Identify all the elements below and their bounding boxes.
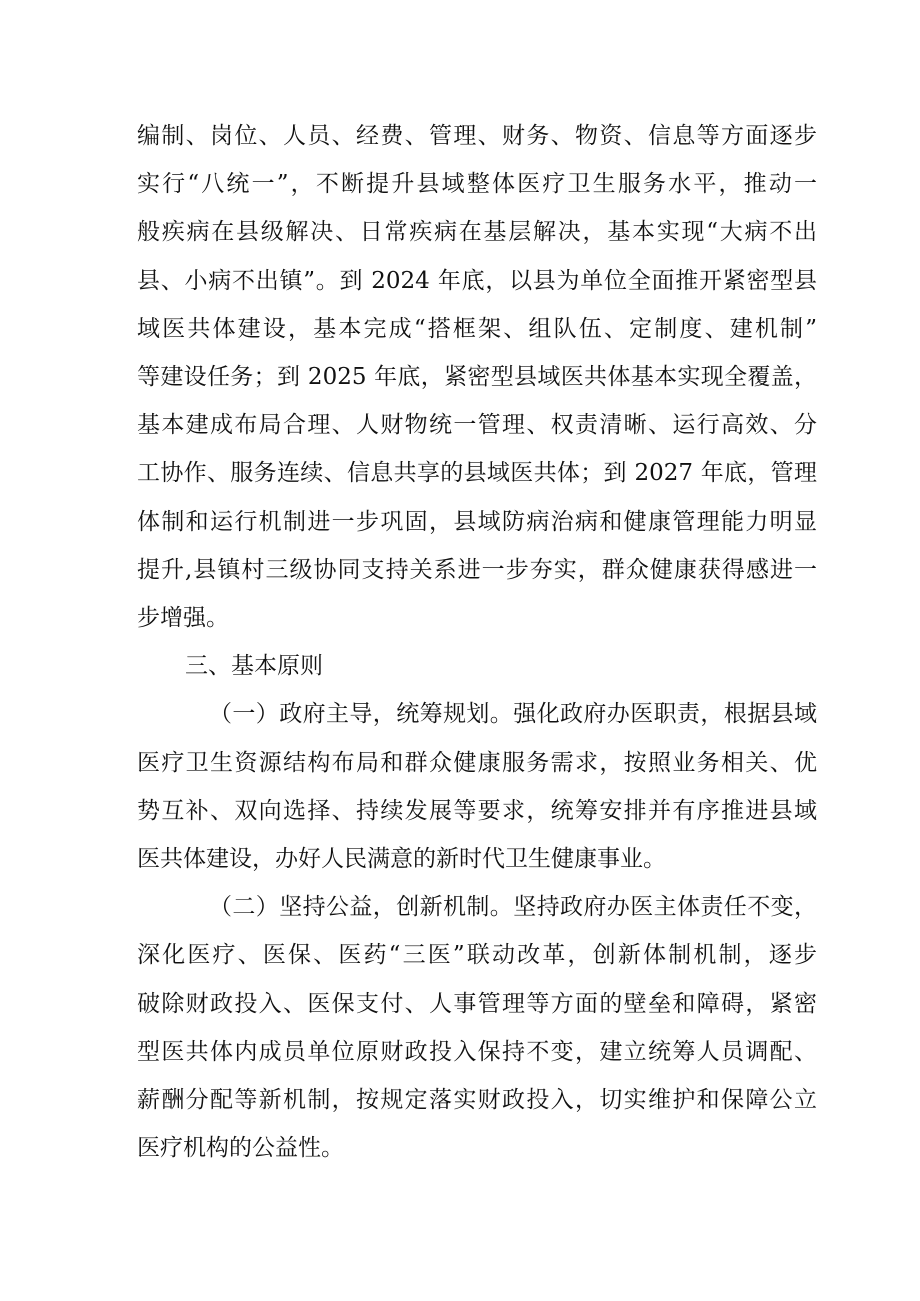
text-line: 势互补、双向选择、持续发展等要求，统筹安排并有序推进县域 xyxy=(137,797,817,824)
text-line: （二）坚持公益，创新机制。坚持政府办医主体责任不变， xyxy=(209,894,817,921)
paragraph-principle-1 xyxy=(137,690,817,883)
text-line: 医疗卫生资源结构布局和群众健康服务需求，按照业务相关、优 xyxy=(137,749,817,776)
section-heading xyxy=(137,642,817,690)
text-line: 型医共体内成员单位原财政投入保持不变，建立统筹人员调配、 xyxy=(137,1038,817,1065)
text-line: 域医共体建设，基本完成“搭框架、组队伍、定制度、建机制” xyxy=(137,315,817,342)
text-line: 破除财政投入、医保支付、人事管理等方面的壁垒和障碍，紧密 xyxy=(137,990,817,1017)
text-line: 等建设任务；到 2025 年底，紧密型县域医共体基本实现全覆盖， xyxy=(137,364,817,391)
text-line: 医共体建设，办好人民满意的新时代卫生健康事业。 xyxy=(137,846,666,873)
text-line: 医疗机构的公益性。 xyxy=(137,1135,344,1162)
text-line: 般疾病在县级解决、日常疾病在基层解决，基本实现“大病不出 xyxy=(137,219,817,246)
paragraph-goals xyxy=(137,112,817,642)
text-line: 实行“八统一”，不断提升县域整体医疗卫生服务水平，推动一 xyxy=(137,171,817,198)
text-line: 提升,县镇村三级协同支持关系进一步夯实，群众健康获得感进一 xyxy=(137,556,817,583)
text-line: 步增强。 xyxy=(137,605,229,632)
paragraph-principle-2 xyxy=(137,883,817,1172)
text-line: 深化医疗、医保、医药“三医”联动改革，创新体制机制，逐步 xyxy=(137,942,817,969)
text-line: 薪酬分配等新机制，按规定落实财政投入，切实维护和保障公立 xyxy=(137,1087,817,1114)
text-line: 县、小病不出镇”。到 2024 年底，以县为单位全面推开紧密型县 xyxy=(137,267,817,294)
section-heading-text: 三、基本原则 xyxy=(185,653,323,680)
text-line: （一）政府主导，统筹规划。强化政府办医职责，根据县域 xyxy=(209,701,817,728)
text-line: 编制、岗位、人员、经费、管理、财务、物资、信息等方面逐步 xyxy=(137,123,817,149)
document-body xyxy=(137,112,817,1172)
text-line: 体制和运行机制进一步巩固，县域防病治病和健康管理能力明显 xyxy=(137,508,817,535)
text-line: 工协作、服务连续、信息共享的县域医共体；到 2027 年底，管理 xyxy=(137,460,817,487)
text-line: 基本建成布局合理、人财物统一管理、权责清晰、运行高效、分 xyxy=(137,412,817,439)
